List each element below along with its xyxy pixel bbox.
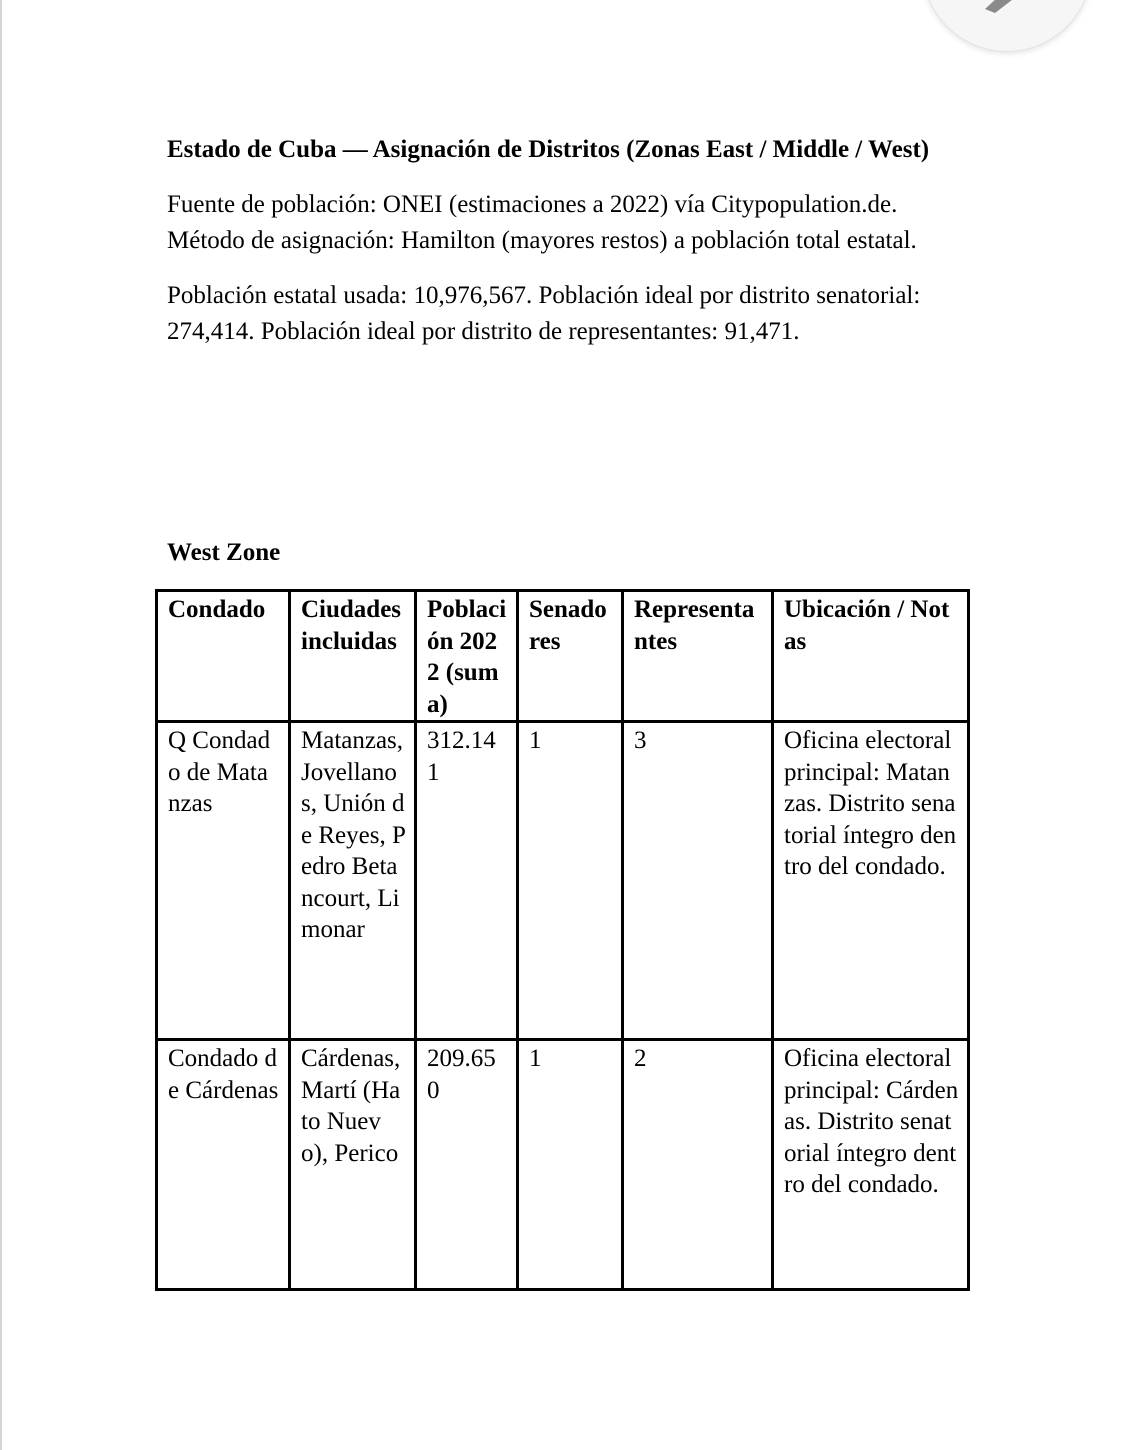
west-zone-table bbox=[155, 589, 970, 1291]
cell-poblacion: 312.141 bbox=[416, 722, 518, 1040]
cell-ciudades: Matanzas, Jovellanos, Unión de Reyes, Pedro Betancourt, Limonar bbox=[290, 722, 416, 1040]
table-row bbox=[157, 1040, 969, 1290]
edit-pencil-icon bbox=[981, 0, 1025, 13]
table-row bbox=[157, 722, 969, 1040]
west-zone-heading: West Zone bbox=[167, 539, 281, 566]
source-paragraph: Fuente de población: ONEI (estimaciones a 2022) vía Citypopulation.de. Método de asignación: Hamilton (mayores restos) a población total estatal. bbox=[167, 191, 917, 254]
column-header-poblacion: Población 2022 (suma) bbox=[416, 591, 518, 722]
population-paragraph: Población estatal usada: 10,976,567. Población ideal por distrito senatorial: 274,414. Población ideal por distrito de representantes: 91,471. bbox=[167, 282, 921, 345]
cell-notas: Oficina electoral principal: Matanzas. Distrito senatorial íntegro dentro del condado. bbox=[773, 722, 969, 1040]
column-header-senadores: Senadores bbox=[518, 591, 623, 722]
cell-senadores: 1 bbox=[518, 722, 623, 1040]
cell-representantes: 2 bbox=[623, 1040, 773, 1290]
edit-fab-button[interactable] bbox=[922, 0, 1092, 52]
document-body bbox=[167, 132, 967, 350]
page-left-border bbox=[0, 0, 2, 1450]
cell-representantes: 3 bbox=[623, 722, 773, 1040]
cell-notas: Oficina electoral principal: Cárdenas. Distrito senatorial íntegro dentro del condado. bbox=[773, 1040, 969, 1290]
column-header-notas: Ubicación / Notas bbox=[773, 591, 969, 722]
cell-poblacion: 209.650 bbox=[416, 1040, 518, 1290]
cell-ciudades: Cárdenas, Martí (Hato Nuevo), Perico bbox=[290, 1040, 416, 1290]
table-header-row bbox=[157, 591, 969, 722]
document-title: Estado de Cuba — Asignación de Distritos (Zonas East / Middle / West) bbox=[167, 136, 930, 163]
column-header-ciudades: Ciudades incluidas bbox=[290, 591, 416, 722]
cell-senadores: 1 bbox=[518, 1040, 623, 1290]
cell-condado: Condado de Cárdenas bbox=[157, 1040, 290, 1290]
column-header-representantes: Representantes bbox=[623, 591, 773, 722]
column-header-condado: Condado bbox=[157, 591, 290, 722]
cell-condado: Q Condado de Matanzas bbox=[157, 722, 290, 1040]
